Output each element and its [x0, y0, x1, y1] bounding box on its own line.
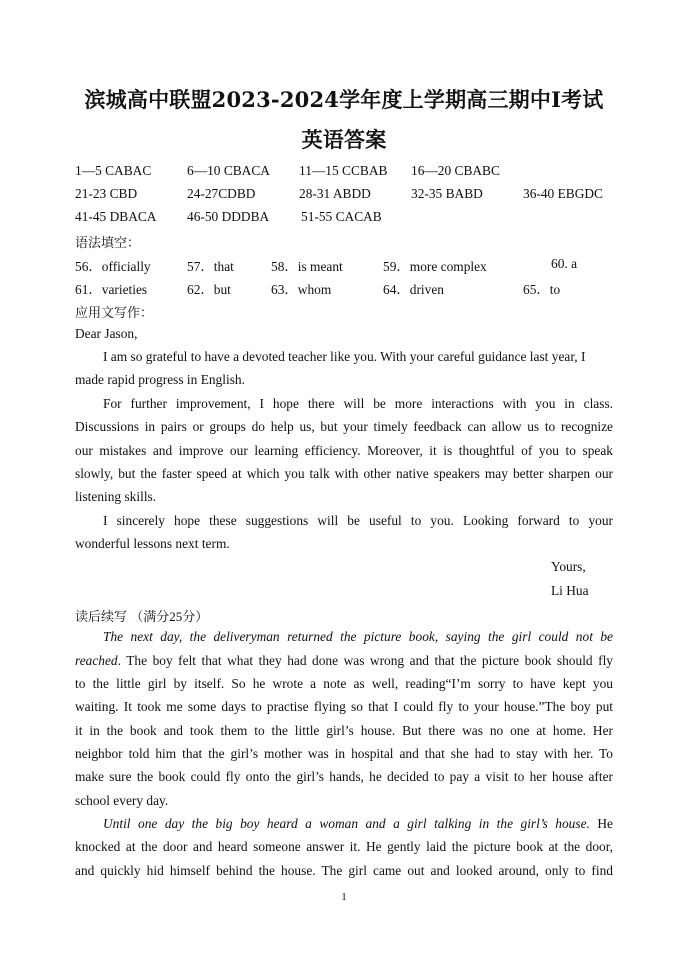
letter-line: I sincerely hope these suggestions will be useful to you. Looking forward to your [103, 513, 613, 528]
grammar-row-1 [75, 256, 615, 276]
story-line: school every day. [75, 793, 169, 808]
grammar-item: 65．to [523, 282, 561, 297]
letter-line: I am so grateful to have a devoted teacher like you. With your careful guidance last year, I [103, 349, 586, 364]
answer-row-2 [75, 186, 615, 206]
story-line: it in the book and took them to the little girl’s house. But there was no one at home. Her [75, 723, 613, 738]
answer-group: 1—5 CABAC [75, 163, 152, 178]
answer-group: 28-31 ABDD [299, 186, 371, 201]
grammar-item: 56．officially [75, 259, 151, 274]
grammar-item: 62．but [187, 282, 231, 297]
story-line: The next day, the deliveryman returned the picture book, saying the girl could not be [103, 629, 613, 644]
letter-line: our mistakes and improve our learning efficiency. Moreover, it is thoughtful of you to speak [75, 443, 613, 458]
grammar-item: 61．varieties [75, 282, 148, 297]
story-line: waiting. It took me some days to practise flying so that I could fly to your house.”The boy put [75, 699, 613, 714]
answer-group: 24-27CDBD [187, 186, 256, 201]
letter-line: made rapid progress in English. [75, 372, 245, 387]
page-number: 1 [341, 891, 347, 903]
letter-line: For further improvement, I hope there will be more interactions with you in class. [103, 396, 613, 411]
story-line: and quickly hid himself behind the house. The girl came out and looked around, only to find [75, 863, 613, 878]
grammar-item: 63．whom [271, 282, 332, 297]
grammar-section-label: 语法填空： [75, 235, 141, 250]
answer-group: 41-45 DBACA [75, 209, 157, 224]
page-title: 滨城高中联盟2023-2024学年度上学期高三期中Ⅰ考试 [84, 87, 604, 112]
story-line: Until one day the big boy heard a woman and a girl talking in the girl’s house. He [103, 816, 613, 831]
letter-line: slowly, but the faster speed at which you talk with other native speakers may better sharpen our [75, 466, 613, 481]
story-line: make sure the book could fly onto the girl’s hands, he decided to pay a visit to her house after [75, 769, 613, 784]
grammar-item: 64．driven [383, 282, 444, 297]
grammar-item: 57．that [187, 259, 234, 274]
story-line: reached. The boy felt that what they had done was wrong and that the picture book should fly [75, 653, 613, 668]
answer-group: 6—10 CBACA [187, 163, 270, 178]
page-subtitle: 英语答案 [301, 127, 387, 152]
grammar-item: 60. a [551, 256, 578, 271]
answer-group: 46-50 DDDBA [187, 209, 270, 224]
story-line: to the little girl by itself. So he wrote a note as well, reading“I’m sorry to have kept you [75, 676, 613, 691]
answer-row-3 [75, 209, 615, 229]
story-line: knocked at the door and heard someone answer it. He gently laid the picture book at the door, [75, 839, 613, 854]
answer-group: 11—15 CCBAB [299, 163, 388, 178]
grammar-row-2 [75, 279, 615, 299]
answer-group: 51-55 CACAB [301, 209, 382, 224]
answer-group: 36-40 EBGDC [523, 186, 603, 201]
letter-closing: Yours, [551, 559, 586, 574]
answer-group: 16—20 CBABC [411, 163, 500, 178]
answer-group: 21-23 CBD [75, 186, 138, 201]
continuation-section-label: 读后续写 （满分25分） [75, 609, 209, 624]
answer-row-1 [75, 163, 615, 183]
story-line: neighbor told him that the girl’s mother was in hospital and that she had to stay with her. To [75, 746, 613, 761]
letter-line: Discussions in pairs or groups do help us, but your timely feedback can allow us to recognize [75, 419, 613, 434]
grammar-item: 59．more complex [383, 259, 487, 274]
letter-line: wonderful lessons next term. [75, 536, 230, 551]
writing-section-label: 应用文写作： [75, 305, 154, 320]
letter-salutation: Dear Jason, [75, 326, 138, 341]
grammar-item: 58．is meant [271, 259, 343, 274]
letter-line: listening skills. [75, 489, 157, 504]
answer-group: 32-35 BABD [411, 186, 483, 201]
letter-signature: Li Hua [551, 583, 589, 598]
